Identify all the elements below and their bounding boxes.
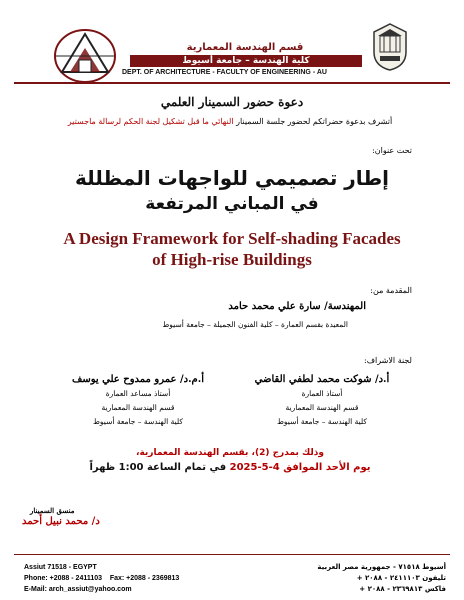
event-venue: وذلك بمدرج (2)، بقسم الهندسة المعمارية، [136,448,324,458]
supervisor-title: أستاذ العمارة [301,389,343,398]
footer-phone-fax [24,573,254,584]
presented-by-label: المقدمة من: [370,286,412,295]
university-name-banner: كلية الهندسة – جامعة أسيوط [130,55,362,67]
thesis-title-english-line-2: of High-rise Buildings [152,250,312,269]
event-time: في تمام الساعة 1:00 ظهراً [89,462,227,473]
supervisor-faculty: كلية الهندسة – جامعة أسيوط [93,417,183,426]
invitation-text-start: أتشرف بدعوة حضراتكم لحضور جلسة السمينار [236,117,393,126]
invitation-title: دعوة حضور السمينار العلمي [160,95,304,109]
supervision-committee-label: لجنة الاشراف: [364,356,412,365]
presenter-affiliation: المعيدة بقسم العمارة – كلية الفنون الجميلة – جامعة أسيوط [162,320,348,329]
footer-fax-number: ٢٣٦٩٨١٣ - ٢٠٨٨ + [359,585,423,593]
architecture-dept-logo-icon [52,26,118,86]
footer-contact-arabic [300,562,446,595]
header-divider [14,82,450,84]
under-title-label: تحت عنوان: [372,146,412,155]
footer-contact-english [24,562,254,595]
footer-phone-number: ٢٤١١١٠٣ - ٢٠٨٨ + [356,574,420,582]
footer-fax-arabic [300,584,446,595]
supervisor-department: قسم الهندسة المعمارية [101,403,175,412]
footer-address: Assiut 71518 - EGYPT [24,564,97,571]
supervisor-name: أ.د/ شوكت محمد لطفي القاضي [254,374,390,385]
assiut-university-logo-icon [370,22,410,72]
footer-fax: Fax: +2088 - 2369813 [109,575,180,582]
department-name-english: DEPT. OF ARCHITECTURE - FACULTY OF ENGINEERING - AU [122,69,327,76]
supervisor-name: أ.م.د/ عمرو ممدوح علي يوسف [71,374,205,385]
thesis-title-english-line-1: A Design Framework for Self-shading Facades [63,229,401,248]
supervisor-department: قسم الهندسة المعمارية [285,403,359,412]
footer-fax-label: فاكس [424,585,446,593]
presenter-name: المهندسة/ سارة علي محمد حامد [228,301,366,312]
footer-phone-label: تليفون [422,574,446,582]
footer-phone-arabic [300,573,446,584]
department-name-arabic: قسم الهندسة المعمارية [186,42,304,53]
invitation-text [40,117,420,126]
footer-divider [14,554,450,555]
thesis-title-arabic-line-1: إطار تصميمي للواجهات المظللة [74,166,390,190]
thesis-title-arabic-line-2: في المباني المرتفعة [145,194,319,214]
footer-email[interactable]: E-Mail: arch_assiut@yahoo.com [24,586,132,593]
event-datetime [40,462,420,473]
coordinator-label: منسق السمينار [30,506,75,515]
supervisor-faculty: كلية الهندسة – جامعة أسيوط [277,417,367,426]
invitation-text-highlight: النهائي ما قبل تشكيل لجنة الحكم لرسالة ماجستير [67,117,234,126]
event-date: يوم الأحد الموافق 4-5-2025 [229,462,371,473]
supervisor-title: أستاذ مساعد العمارة [105,389,171,398]
supervisor-card [236,372,408,429]
supervisor-card [52,372,224,429]
footer-phone: Phone: +2088 - 2411103 [24,575,103,582]
footer-address-arabic: أسيوط ٧١٥١٨ - جمهورية مصر العربية [317,563,446,571]
coordinator-name: د/ محمد نبيل أحمد [22,516,100,527]
